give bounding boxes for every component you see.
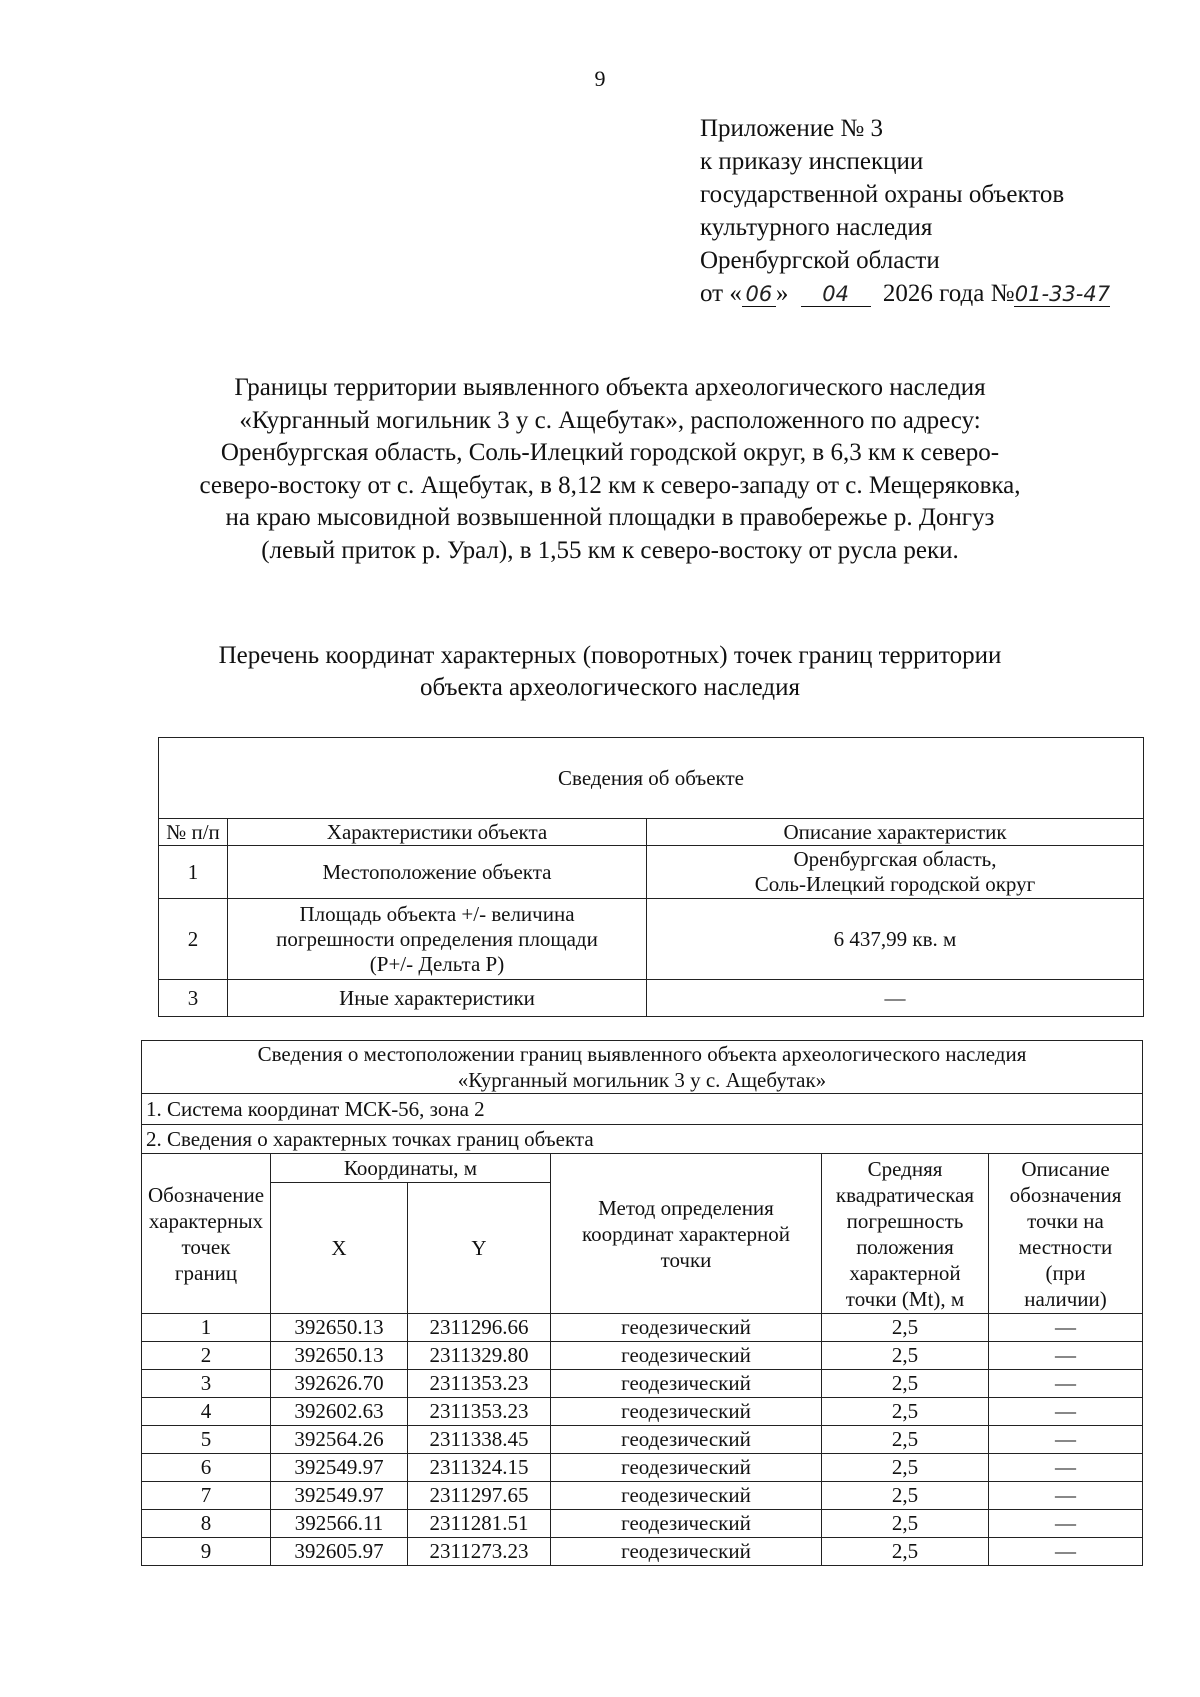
table-row xyxy=(142,1342,1143,1370)
cell-method: геодезический xyxy=(551,1482,822,1510)
cell-desc: — xyxy=(989,1426,1143,1454)
cell-num: 1 xyxy=(159,846,228,899)
cell-x: 392650.13 xyxy=(271,1342,408,1370)
table-row xyxy=(142,1454,1143,1482)
header-num: № п/п xyxy=(159,819,228,846)
cell-point: 7 xyxy=(142,1482,271,1510)
char-line: погрешности определения площади xyxy=(276,926,598,951)
cell-desc: — xyxy=(989,1342,1143,1370)
appendix-line: Оренбургской области xyxy=(700,247,940,274)
date-mid: » xyxy=(775,280,789,307)
cell-desc: — xyxy=(989,1314,1143,1342)
cell-method: геодезический xyxy=(551,1454,822,1482)
handwritten-month: 04 xyxy=(801,282,871,307)
cell-desc: — xyxy=(989,1538,1143,1566)
coordinate-system: 1. Система координат МСК-56, зона 2 xyxy=(142,1094,1143,1125)
appendix-line: Приложение № 3 xyxy=(700,115,884,142)
cell-point: 4 xyxy=(142,1398,271,1426)
table-row xyxy=(142,1398,1143,1426)
cell-y: 2311281.51 xyxy=(408,1510,551,1538)
cell-x: 392602.63 xyxy=(271,1398,408,1426)
cell-desc: — xyxy=(989,1482,1143,1510)
cell-point: 1 xyxy=(142,1314,271,1342)
appendix-line: к приказу инспекции xyxy=(700,148,924,175)
cell-y: 2311353.23 xyxy=(408,1398,551,1426)
cell-method: геодезический xyxy=(551,1342,822,1370)
header-x: X xyxy=(271,1183,408,1314)
cell-mt: 2,5 xyxy=(822,1538,989,1566)
cell-point: 5 xyxy=(142,1426,271,1454)
header-line: квадратическая xyxy=(835,1182,975,1207)
header-coordinates: Координаты, м xyxy=(271,1154,551,1183)
table-row xyxy=(159,899,1144,980)
cell-x: 392605.97 xyxy=(271,1538,408,1566)
header-point-designation xyxy=(142,1154,271,1314)
cell-method: геодезический xyxy=(551,1370,822,1398)
title-line: Границы территории выявленного объекта археологического наследия xyxy=(234,374,986,401)
table-row xyxy=(142,1482,1143,1510)
table-row xyxy=(159,846,1144,899)
header-line: погрешность xyxy=(846,1208,964,1233)
table-row xyxy=(159,980,1144,1017)
table-caption: Сведения об объекте xyxy=(159,738,1144,819)
appendix-line: государственной охраны объектов xyxy=(700,181,1065,208)
cell-num: 2 xyxy=(159,899,228,980)
cell-y: 2311329.80 xyxy=(408,1342,551,1370)
cell-desc: — xyxy=(989,1398,1143,1426)
handwritten-order-number: 01-33-47 xyxy=(1014,282,1111,306)
header-line: положения xyxy=(856,1234,954,1259)
header-line: Метод определения xyxy=(598,1195,774,1220)
title-line: на краю мысовидной возвышенной площадки в правобережье р. Донгуз xyxy=(225,504,995,531)
header-line: Описание xyxy=(1021,1156,1110,1181)
cell-x: 392549.97 xyxy=(271,1482,408,1510)
header-line: характерной xyxy=(849,1260,961,1285)
coordinates-list-heading xyxy=(150,640,1070,704)
table-header-row xyxy=(142,1154,1143,1183)
appendix-line: культурного наследия xyxy=(700,214,933,241)
cell-point: 6 xyxy=(142,1454,271,1482)
caption-line: Сведения о местоположении границ выявленного объекта археологического наследия xyxy=(257,1042,1027,1066)
cell-x: 392564.26 xyxy=(271,1426,408,1454)
handwritten-day: 06 xyxy=(742,282,776,307)
header-line: Обозначение xyxy=(147,1182,265,1207)
cell-x: 392650.13 xyxy=(271,1314,408,1342)
cell-method: геодезический xyxy=(551,1426,822,1454)
cell-y: 2311324.15 xyxy=(408,1454,551,1482)
cell-mt: 2,5 xyxy=(822,1342,989,1370)
cell-point: 8 xyxy=(142,1510,271,1538)
title-line: (левый приток р. Урал), в 1,55 км к северо-востоку от русла реки. xyxy=(261,536,959,564)
cell-y: 2311353.23 xyxy=(408,1370,551,1398)
appendix-header xyxy=(700,112,1110,310)
table-row xyxy=(142,1370,1143,1398)
order-date-line xyxy=(700,277,1110,310)
header-line: точки (Mt), м xyxy=(845,1286,965,1311)
table-row xyxy=(142,1314,1143,1342)
cell-characteristic: Местоположение объекта xyxy=(228,846,647,899)
cell-y: 2311297.65 xyxy=(408,1482,551,1510)
object-info-table xyxy=(158,737,1144,1017)
table-caption-row xyxy=(142,1041,1143,1094)
points-section: 2. Сведения о характерных точках границ объекта xyxy=(142,1125,1143,1154)
title-line: «Курганный могильник 3 у с. Ащебутак», расположенного по адресу: xyxy=(239,406,981,434)
cell-characteristic: Иные характеристики xyxy=(228,980,647,1017)
header-line: Средняя xyxy=(867,1156,943,1181)
cell-method: геодезический xyxy=(551,1314,822,1342)
table-caption xyxy=(142,1041,1143,1094)
header-point-description xyxy=(989,1154,1143,1314)
cell-y: 2311296.66 xyxy=(408,1314,551,1342)
header-line: точек xyxy=(181,1234,231,1259)
cell-method: геодезический xyxy=(551,1398,822,1426)
cell-mt: 2,5 xyxy=(822,1482,989,1510)
cell-mt: 2,5 xyxy=(822,1370,989,1398)
section-row xyxy=(142,1125,1143,1154)
header-line: точки на xyxy=(1027,1208,1104,1233)
header-line: точки xyxy=(660,1247,712,1272)
subtitle-line: объекта археологического наследия xyxy=(420,674,800,701)
header-mean-error xyxy=(822,1154,989,1314)
table-header-row xyxy=(159,819,1144,846)
header-line: характерных xyxy=(148,1208,264,1233)
subtitle-line: Перечень координат характерных (поворотных) точек границ территории xyxy=(218,642,1002,669)
char-line: Площадь объекта +/- величина xyxy=(299,901,575,926)
table-row xyxy=(142,1538,1143,1566)
cell-point: 9 xyxy=(142,1538,271,1566)
header-line: границ xyxy=(174,1260,238,1285)
section-row xyxy=(142,1094,1143,1125)
title-line: северо-востоку от с. Ащебутак, в 8,12 км к северо-западу от с. Мещеряковка, xyxy=(199,471,1021,499)
table-caption-row xyxy=(159,738,1144,819)
header-line: обозначения xyxy=(1009,1182,1122,1207)
header-characteristic: Характеристики объекта xyxy=(228,819,647,846)
date-year: 2026 года № xyxy=(882,280,1015,307)
cell-desc: — xyxy=(989,1370,1143,1398)
header-line: местности xyxy=(1018,1234,1113,1259)
cell-mt: 2,5 xyxy=(822,1454,989,1482)
cell-x: 392549.97 xyxy=(271,1454,408,1482)
date-prefix: от « xyxy=(700,280,742,307)
cell-y: 2311338.45 xyxy=(408,1426,551,1454)
cell-method: геодезический xyxy=(551,1510,822,1538)
cell-mt: 2,5 xyxy=(822,1426,989,1454)
page-number: 9 xyxy=(594,66,606,91)
cell-mt: 2,5 xyxy=(822,1510,989,1538)
desc-line: Соль-Илецкий городской округ xyxy=(754,872,1036,896)
table-row xyxy=(142,1510,1143,1538)
cell-mt: 2,5 xyxy=(822,1398,989,1426)
header-line: (при xyxy=(1045,1260,1086,1285)
header-method xyxy=(551,1154,822,1314)
cell-method: геодезический xyxy=(551,1538,822,1566)
cell-desc: — xyxy=(989,1510,1143,1538)
cell-point: 3 xyxy=(142,1370,271,1398)
cell-desc: — xyxy=(989,1454,1143,1482)
cell-description: — xyxy=(647,980,1144,1017)
header-y: Y xyxy=(408,1183,551,1314)
cell-y: 2311273.23 xyxy=(408,1538,551,1566)
char-line: (P+/- Дельта P) xyxy=(369,951,505,976)
cell-characteristic xyxy=(228,899,647,980)
cell-mt: 2,5 xyxy=(822,1314,989,1342)
cell-x: 392626.70 xyxy=(271,1370,408,1398)
cell-description: 6 437,99 кв. м xyxy=(647,899,1144,980)
title-line: Оренбургская область, Соль-Илецкий городской округ, в 6,3 км к северо- xyxy=(220,439,1000,466)
caption-line: «Курганный могильник 3 у с. Ащебутак» xyxy=(457,1068,827,1092)
header-line: наличии) xyxy=(1024,1286,1107,1311)
cell-x: 392566.11 xyxy=(271,1510,408,1538)
cell-point: 2 xyxy=(142,1342,271,1370)
coordinate-rows xyxy=(142,1314,1143,1566)
cell-description xyxy=(647,846,1144,899)
desc-line: Оренбургская область, xyxy=(793,847,997,871)
header-description: Описание характеристик xyxy=(647,819,1144,846)
table-row xyxy=(142,1426,1143,1454)
boundary-location-table xyxy=(141,1040,1143,1566)
cell-num: 3 xyxy=(159,980,228,1017)
document-title xyxy=(150,372,1070,567)
header-line: координат характерной xyxy=(582,1221,790,1246)
